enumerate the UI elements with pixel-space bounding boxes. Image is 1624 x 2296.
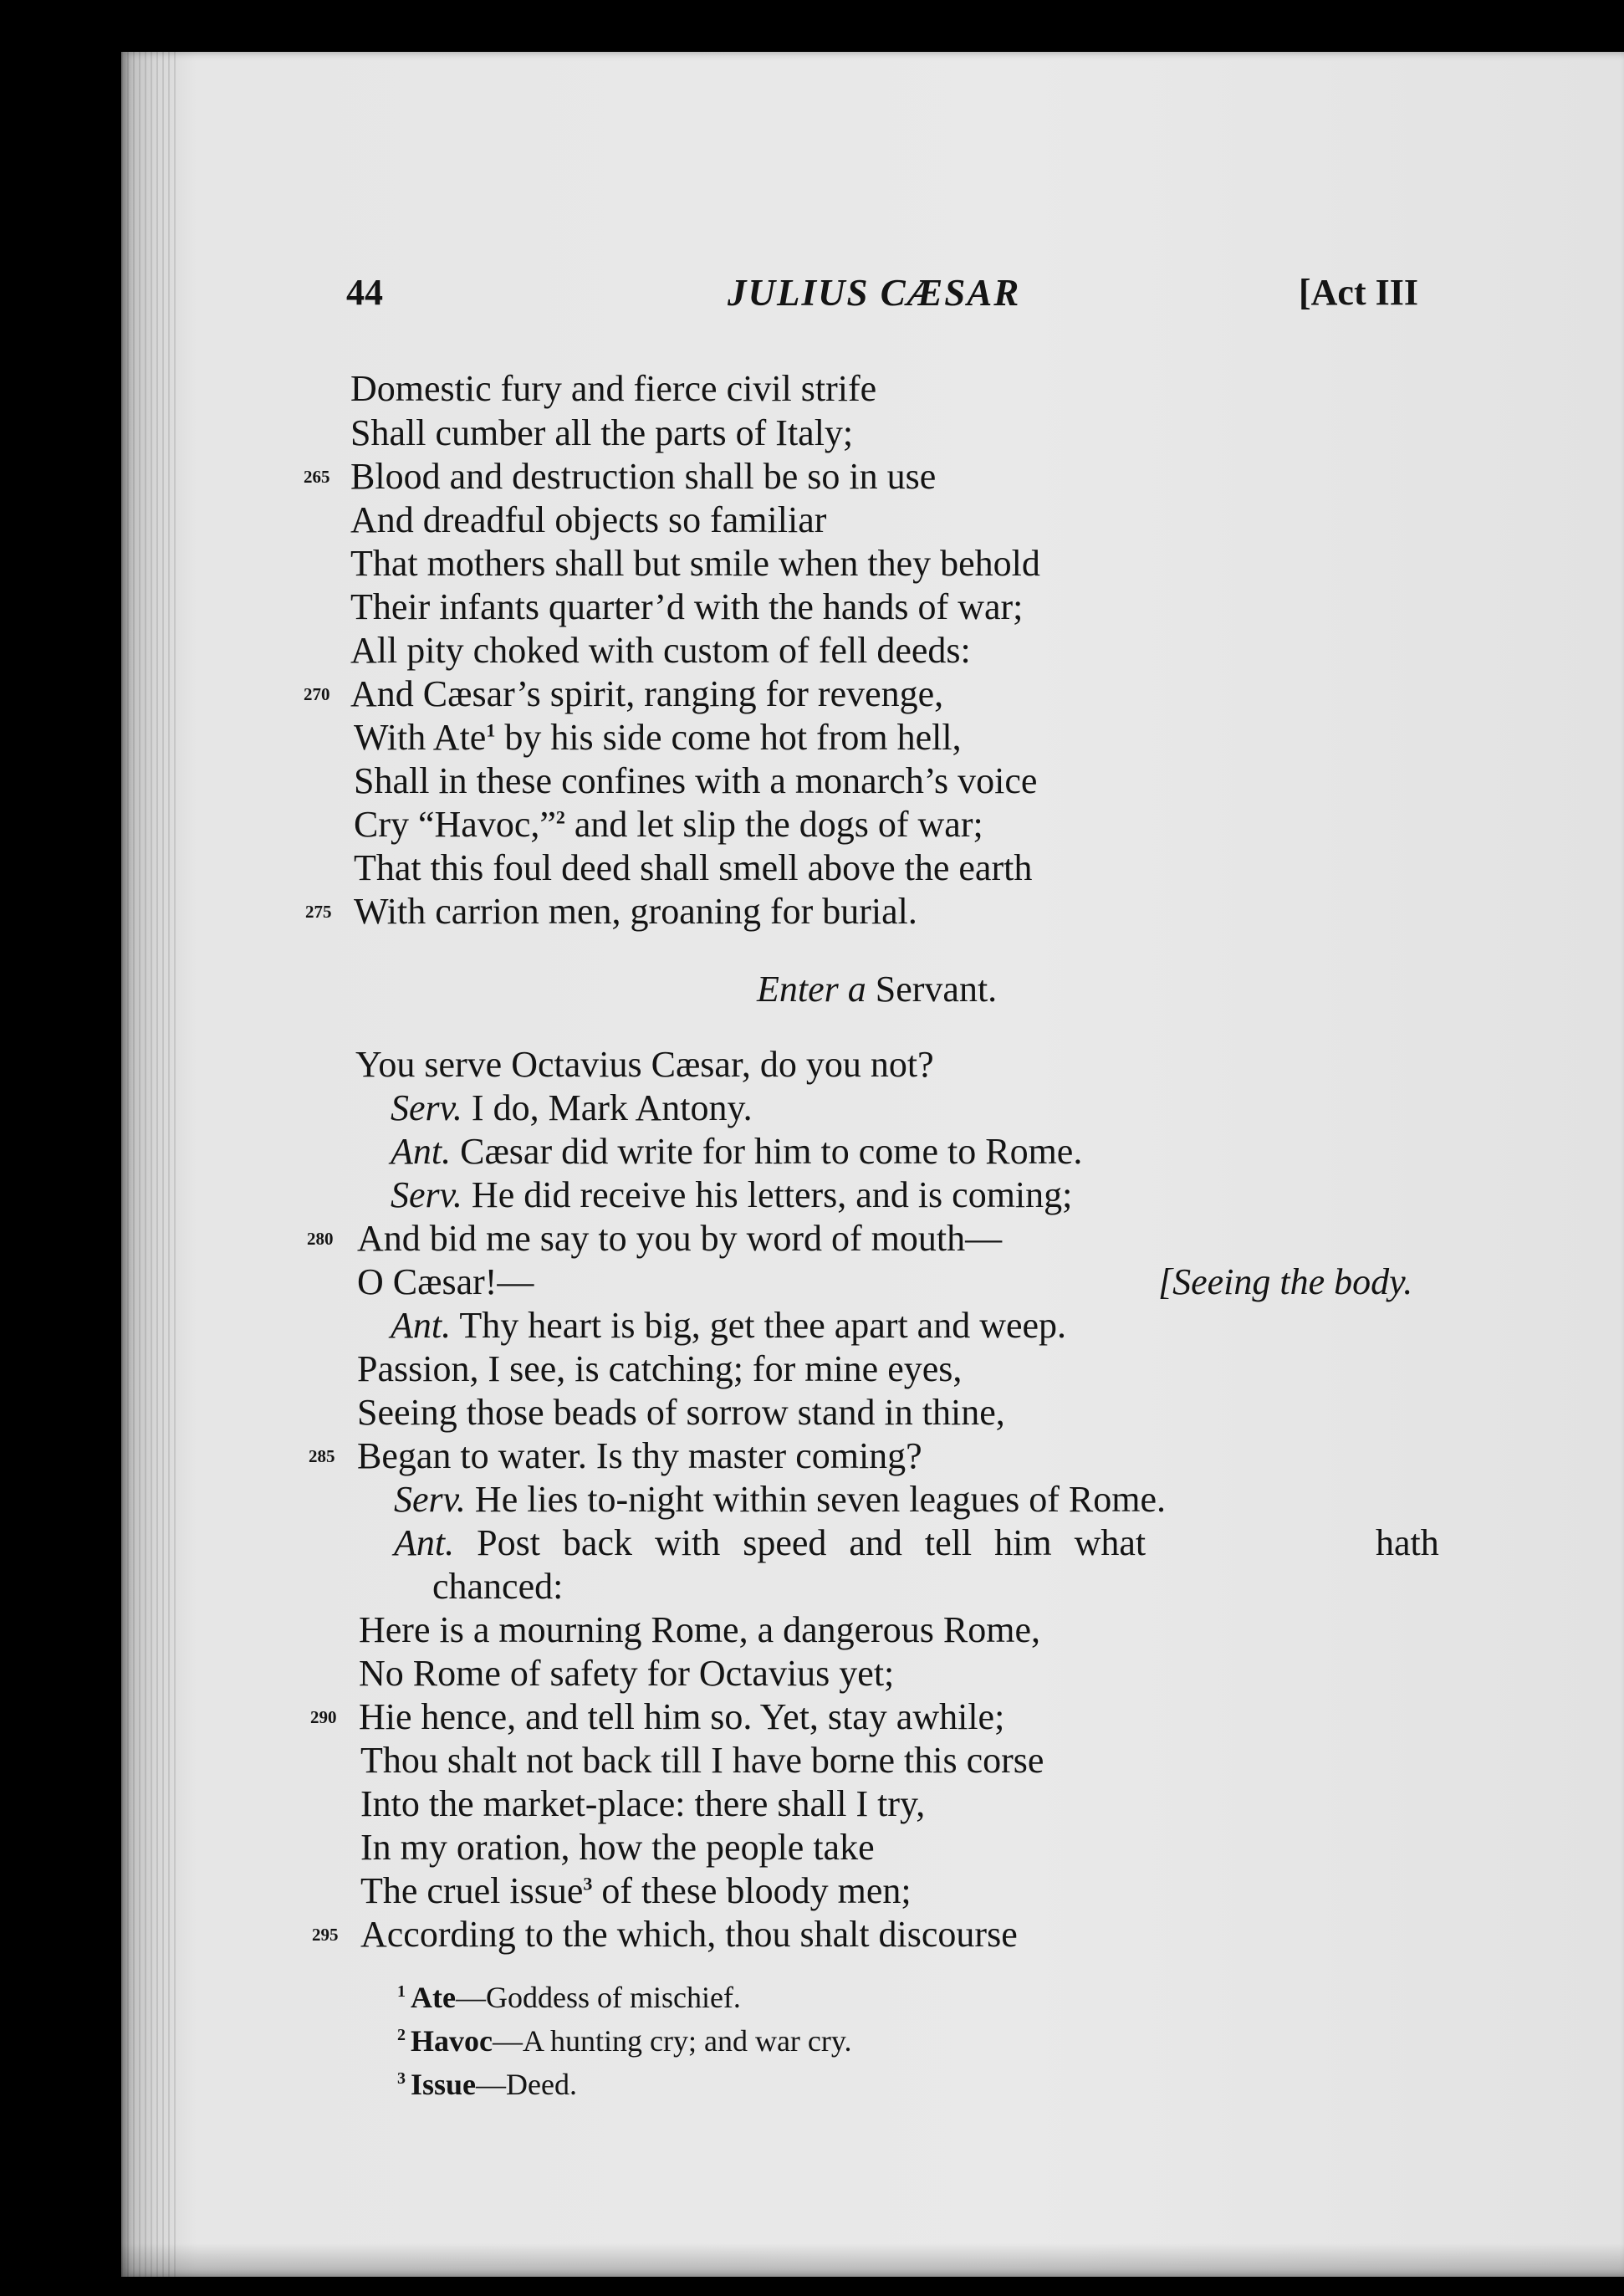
speaker: Ant.	[394, 1522, 455, 1563]
dialogue-line: Hie hence, and tell him so. Yet, stay awhile;	[359, 1696, 1005, 1737]
dialogue-line: You serve Octavius Cæsar, do you not?	[355, 1044, 934, 1085]
verse-line: With Ate$^1$ by his side come hot from hell,	[354, 717, 962, 758]
dialogue-line: And bid me say to you by word of mouth—	[357, 1218, 1003, 1259]
dialogue-line: Ant. Post back with speed and tell him what	[394, 1522, 1147, 1563]
dialogue-line: Thou shalt not back till I have borne this corse	[360, 1740, 1044, 1781]
dialogue-line: Serv. I do, Mark Antony.	[391, 1087, 753, 1128]
line-number: 295	[312, 1925, 339, 1945]
verse-line: And dreadful objects so familiar	[350, 499, 827, 540]
line-number: 290	[310, 1707, 337, 1727]
dialogue-line: Passion, I see, is catching; for mine eyes,	[357, 1348, 963, 1389]
page-edges	[121, 52, 180, 2277]
dialogue-line-tail: hath	[1376, 1522, 1439, 1563]
speaker: Serv.	[391, 1087, 462, 1128]
line-number: 265	[304, 467, 330, 487]
dialogue-line: The cruel issue$^3$ of these bloody men;	[360, 1870, 912, 1911]
footnote: $^1$ Ate—Goddess of mischief.	[397, 1981, 741, 2014]
footnote-ref: 2	[555, 806, 565, 828]
dialogue-line: Ant. Cæsar did write for him to come to Rome.	[391, 1131, 1083, 1172]
verse-line: That this foul deed shall smell above the earth	[354, 847, 1033, 888]
page-number: 44	[346, 272, 383, 313]
stage-direction-enter: Enter a Servant.	[757, 969, 998, 1010]
verse-line: All pity choked with custom of fell deeds:	[350, 630, 971, 671]
footnote: $^2$ Havoc—A hunting cry; and war cry.	[397, 2024, 852, 2058]
dialogue-line: In my oration, how the people take	[360, 1827, 875, 1868]
verse-line: Shall cumber all the parts of Italy;	[350, 412, 854, 453]
dialogue-line: chanced:	[432, 1566, 564, 1607]
verse-line: Shall in these confines with a monarch’s voice	[354, 760, 1038, 801]
running-title: JULIUS CÆSAR	[728, 272, 1021, 314]
footnote-ref: 1	[486, 719, 496, 741]
footnote: $^3$ Issue—Deed.	[397, 2068, 577, 2101]
stage-direction: [Seeing the body.	[1158, 1261, 1413, 1302]
dialogue-line: Into the market-place: there shall I try,	[360, 1783, 926, 1824]
verse-line: Cry “Havoc,”$^2$ and let slip the dogs of war;	[354, 804, 983, 845]
dialogue-line: Here is a mourning Rome, a dangerous Rome,	[359, 1609, 1041, 1650]
dialogue-line: According to the which, thou shalt discourse	[360, 1914, 1018, 1955]
dialogue-line: Seeing those beads of sorrow stand in thine,	[357, 1392, 1005, 1433]
speaker: Ant.	[391, 1305, 452, 1346]
line-number: 275	[305, 902, 332, 922]
speaker: Serv.	[394, 1479, 466, 1520]
dialogue-line: No Rome of safety for Octavius yet;	[359, 1653, 895, 1694]
verse-line: Their infants quarter’d with the hands of war;	[350, 586, 1024, 627]
dialogue-line: O Cæsar!—	[357, 1261, 534, 1302]
dialogue-line: Serv. He lies to-night within seven leagues of Rome.	[394, 1479, 1166, 1520]
book-page	[121, 52, 1624, 2277]
dialogue-line: Serv. He did receive his letters, and is coming;	[391, 1174, 1073, 1215]
dialogue-line: Began to water. Is thy master coming?	[357, 1435, 922, 1476]
speaker: Serv.	[391, 1174, 462, 1215]
verse-line: That mothers shall but smile when they behold	[350, 543, 1040, 584]
line-number: 285	[309, 1446, 335, 1466]
verse-line: Blood and destruction shall be so in use	[350, 456, 937, 497]
line-number: 270	[304, 684, 330, 704]
running-header	[121, 271, 1624, 330]
verse-line: And Cæsar’s spirit, ranging for revenge,	[350, 673, 944, 714]
line-number: 280	[307, 1229, 334, 1249]
footnote-ref: 3	[583, 1873, 593, 1895]
speaker: Ant.	[391, 1131, 452, 1172]
verse-line: Domestic fury and fierce civil strife	[350, 368, 877, 409]
verse-line: With carrion men, groaning for burial.	[354, 891, 917, 932]
page-shadow	[121, 2243, 1624, 2277]
dialogue-line: Ant. Thy heart is big, get thee apart and weep.	[391, 1305, 1067, 1346]
act-label: [Act III	[1299, 272, 1418, 313]
